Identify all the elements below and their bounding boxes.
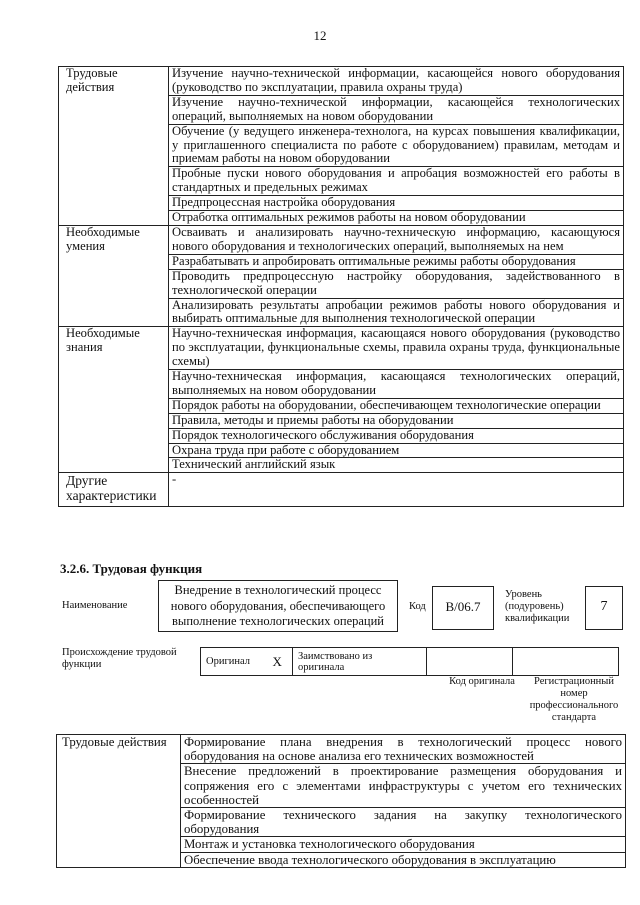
function-name-box: Внедрение в технологический процесс нового оборудования, обеспечивающего выполнение технологических операций (158, 580, 398, 632)
level-label: Уровень (подуровень) квалификации (505, 589, 570, 624)
labor-actions-table (56, 734, 626, 868)
row-header-other: Другие характеристики (59, 473, 169, 507)
table-row (59, 67, 624, 96)
table-cell: Изучение научно-технической информации, касающейся нового оборудования (руководство по эксплуатации, правила охраны труда) (169, 67, 624, 96)
table-row (59, 327, 624, 370)
origin-table (200, 647, 619, 676)
table-row (59, 225, 624, 254)
original-label: Оригинал (201, 648, 263, 676)
table-cell: Порядок технологического обслуживания оборудования (169, 428, 624, 443)
code-label: Код (409, 601, 426, 612)
reg-number-cell (513, 648, 619, 676)
name-label: Наименование (62, 600, 128, 611)
table-cell: Научно-техническая информация, касающаяся нового оборудования (руководство по эксплуатации, функциональные схемы, правила охраны труда, функциональные схемы) (169, 327, 624, 370)
table-cell: Проводить предпроцессную настройку оборудования, задействованного в технологической операции (169, 269, 624, 298)
table-cell: Охрана труда при работе с оборудованием (169, 443, 624, 458)
code-box: B/06.7 (432, 586, 494, 630)
table-cell: Разрабатывать и апробировать оптимальные режимы работы оборудования (169, 254, 624, 269)
origin-label: Происхождение трудовой функции (62, 647, 177, 670)
table-row (201, 648, 619, 676)
row-header-labor-actions: Трудовые действия (57, 735, 181, 868)
table-cell: Изучение научно-технической информации, касающейся технологических операций, выполняемых на новом оборудовании (169, 95, 624, 124)
borrowed-label: Заимствовано из оригинала (293, 648, 427, 676)
table-cell: Предпроцессная настройка оборудования (169, 196, 624, 211)
level-box: 7 (585, 586, 623, 630)
table-cell: Обеспечение ввода технологического оборудования в эксплуатацию (181, 852, 626, 867)
code-original-caption: Код оригинала (449, 676, 515, 687)
row-header-skills: Необходимые умения (59, 225, 169, 326)
reg-number-caption: Регистрационный номер профессионального стандарта (529, 676, 619, 723)
table-cell: Формирование технического задания на закупку технологического оборудования (181, 808, 626, 837)
table-cell: Правила, методы и приемы работы на оборудовании (169, 413, 624, 428)
table-cell: Порядок работы на оборудовании, обеспечивающем технологические операции (169, 398, 624, 413)
table-cell: Научно-техническая информация, касающаяся технологических операций, выполняемых на новом оборудовании (169, 370, 624, 399)
table-cell: Пробные пуски нового оборудования и апробация возможностей его работы в стандартных и предельных режимах (169, 167, 624, 196)
table-cell: Осваивать и анализировать научно-техническую информацию, касающуюся нового оборудования и технологических операций, выполняемых на нем (169, 225, 624, 254)
table-cell: Монтаж и установка технологического оборудования (181, 837, 626, 852)
table-cell: Технический английский язык (169, 458, 624, 473)
competency-table (58, 66, 624, 507)
table-cell: Формирование плана внедрения в технологический процесс нового оборудования на основе анализа его технических возможностей (181, 735, 626, 764)
table-cell: Отработка оптимальных режимов работы на новом оборудовании (169, 211, 624, 226)
table-cell: - (169, 473, 624, 507)
page-number: 12 (313, 28, 327, 43)
table-row (59, 473, 624, 507)
table-cell: Анализировать результаты апробации режимов работы нового оборудования и выбирать оптимальные для выполнения технологической операции (169, 298, 624, 327)
row-header-knowledge: Необходимые знания (59, 327, 169, 473)
section-title: 3.2.6. Трудовая функция (60, 561, 203, 576)
table-cell: Обучение (у ведущего инженера-технолога, на курсах повышения квалификации, у приглашенного специалиста по работе с оборудованием) правилам, методам и приемам работы на новом оборудовании (169, 124, 624, 167)
original-mark: X (263, 648, 293, 676)
table-cell: Внесение предложений в проектирование размещения оборудования и сопряжения его с элементами инфраструктуры с учетом его технических особенностей (181, 764, 626, 808)
row-header-labor-actions: Трудовые действия (59, 67, 169, 226)
code-original-cell (427, 648, 513, 676)
table-row (57, 735, 626, 764)
